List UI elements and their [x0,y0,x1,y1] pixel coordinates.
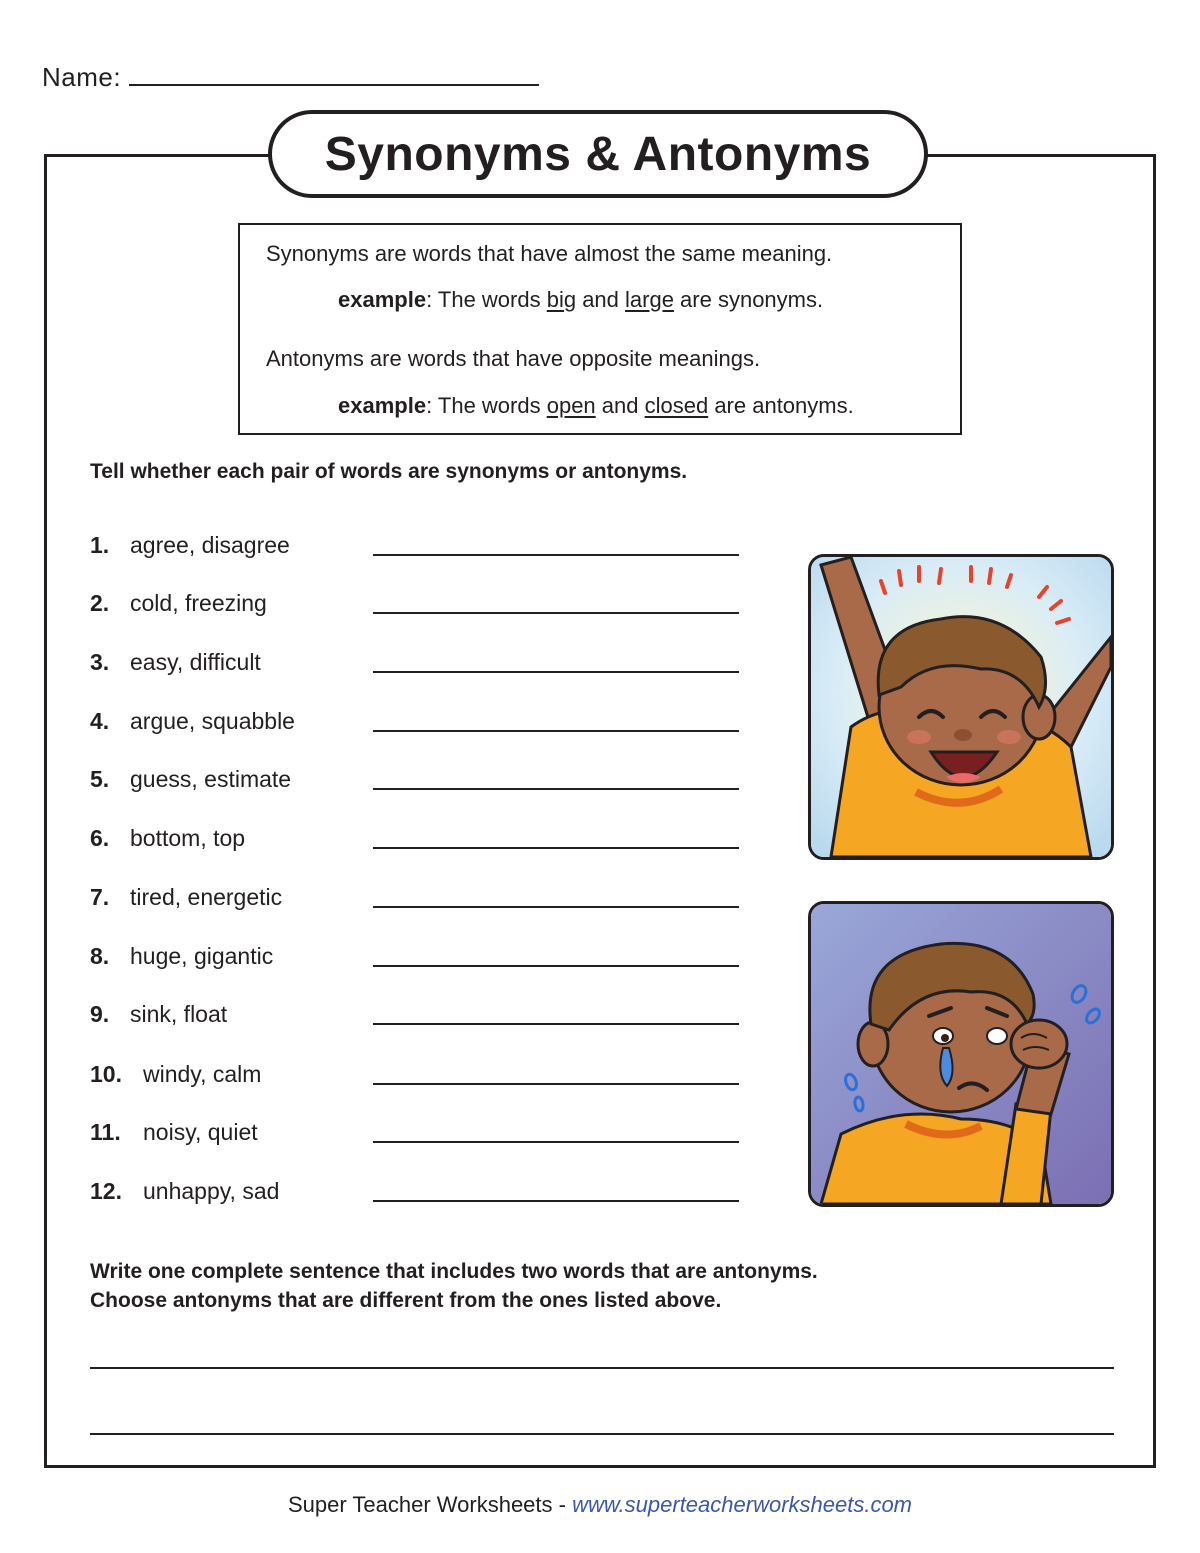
answer-line[interactable] [373,906,739,908]
sad-boy-illustration [808,901,1114,1207]
answer-line[interactable] [373,1141,739,1143]
question-item [90,943,740,977]
antonym-example-end: are antonyms. [708,393,854,418]
name-field[interactable] [42,62,539,93]
answer-line[interactable] [373,671,739,673]
antonym-word-2: closed [644,393,709,418]
antonym-example [338,393,854,419]
footer-text: Super Teacher Worksheets - [287,1492,573,1517]
question-number: 4. [90,708,110,734]
answer-line[interactable] [373,554,739,556]
question-item [90,532,740,566]
question-number: 1. [90,532,110,558]
antonym-definition: Antonyms are words that have opposite meanings. [266,346,761,371]
synonym-example-and: and [576,287,626,312]
question-item [90,1001,740,1035]
question-number: 6. [90,825,110,851]
name-label: Name: [42,62,122,92]
word-pair: unhappy, sad [143,1178,280,1204]
answer-line[interactable] [373,1083,739,1085]
question-number: 12. [90,1178,122,1204]
question-number: 10. [90,1061,122,1087]
footer-link[interactable]: www.superteacherworksheets.com [572,1492,913,1517]
answer-line[interactable] [373,1200,739,1202]
word-pair: cold, freezing [130,590,267,616]
writing-line[interactable] [90,1367,1114,1369]
question-item [90,825,740,859]
word-pair: easy, difficult [130,649,261,675]
footer [0,1492,1200,1518]
instructions: Tell whether each pair of words are synonyms or antonyms. [90,460,688,483]
question-item [90,649,740,683]
question-item [90,884,740,918]
question-number: 9. [90,1001,110,1027]
answer-line[interactable] [373,847,739,849]
answer-line[interactable] [373,612,739,614]
synonym-definition: Synonyms are words that have almost the same meaning. [266,241,833,266]
writing-line[interactable] [90,1433,1114,1435]
question-number: 3. [90,649,110,675]
question-number: 7. [90,884,110,910]
word-pair: guess, estimate [130,766,292,792]
antonym-example-label: example [338,393,427,418]
definitions-box [238,223,962,435]
question-item [90,590,740,624]
synonym-example-label: example [338,287,427,312]
question-item [90,1119,740,1153]
answer-line[interactable] [373,1023,739,1025]
word-pair: argue, squabble [130,708,295,734]
question-item [90,708,740,742]
antonym-example-text: : The words [426,393,547,418]
synonym-example [338,287,823,313]
word-pair: agree, disagree [130,532,290,558]
synonym-word-1: big [546,287,577,312]
answer-line[interactable] [373,730,739,732]
task-line-1: Write one complete sentence that includes two words that are antonyms. [90,1260,818,1283]
word-pair: sink, float [130,1001,228,1027]
question-item [90,766,740,800]
word-pair: huge, gigantic [130,943,274,969]
name-blank-line[interactable] [129,66,539,86]
page-title: Synonyms & Antonyms [268,110,928,198]
word-pair: tired, energetic [130,884,283,910]
answer-line[interactable] [373,788,739,790]
happy-boy-illustration [808,554,1114,860]
question-number: 2. [90,590,110,616]
question-number: 11. [90,1119,121,1145]
question-item [90,1061,740,1095]
synonym-example-end: are synonyms. [673,287,824,312]
answer-line[interactable] [373,965,739,967]
question-number: 8. [90,943,110,969]
word-pair: windy, calm [143,1061,262,1087]
question-number: 5. [90,766,110,792]
task-line-2: Choose antonyms that are different from the ones listed above. [90,1289,722,1312]
synonym-word-2: large [625,287,674,312]
synonym-example-text: : The words [426,287,547,312]
word-pair: bottom, top [130,825,246,851]
question-item [90,1178,740,1212]
antonym-example-and: and [595,393,645,418]
sentence-task [90,1257,818,1315]
antonym-word-1: open [546,393,596,418]
word-pair: noisy, quiet [143,1119,258,1145]
